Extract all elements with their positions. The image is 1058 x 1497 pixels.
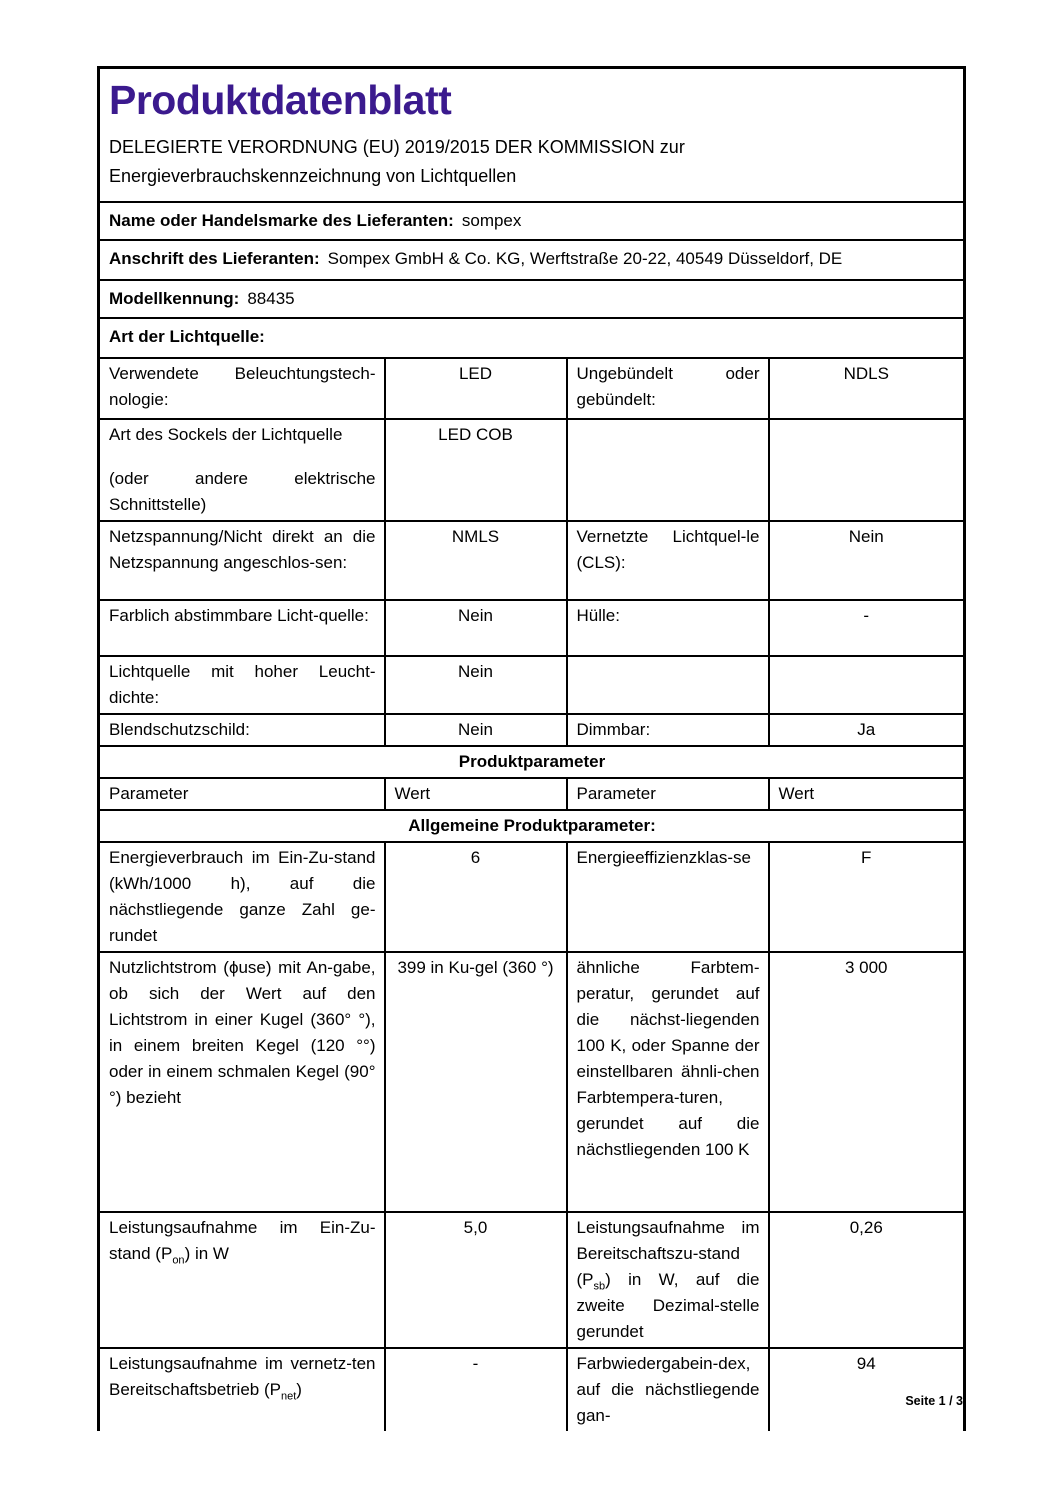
- socket-line-2: (oder andere elektrische Schnittstelle): [109, 469, 376, 514]
- spec-row-glare-shield: [99, 714, 965, 746]
- param-row-power-on-state: [99, 1212, 965, 1348]
- datasheet-table: [97, 66, 966, 1431]
- param-text: ) in W: [184, 1244, 229, 1263]
- value-cell: 94: [769, 1348, 965, 1431]
- param-text: Leistungsaufnahme im Bereitschaftszu-stand (P: [576, 1218, 760, 1289]
- spec-value-cell: [769, 656, 965, 714]
- param-text: ) in W, auf die zweite Dezimal-stelle gerundet: [576, 1270, 760, 1341]
- param-cell: Energieverbrauch im Ein-Zu-stand (kWh/1000 h), auf die nächstliegende ganze Zahl ge-rundet: [99, 842, 385, 952]
- spec-value-cell: Nein: [385, 600, 567, 656]
- regulation-text: DELEGIERTE VERORDNUNG (EU) 2019/2015 DER KOMMISSION zur Energieverbrauchskennzeichnung von Lichtquellen: [109, 137, 685, 186]
- value-cell: 6: [385, 842, 567, 952]
- param-cell: ähnliche Farbtem-peratur, gerundet auf die nächst-liegenden 100 K, oder Spanne der einstellbaren ähnli-chen Farbtempera-turen, gerundet auf die nächstliegenden 100 K: [567, 952, 769, 1212]
- param-text: Leistungsaufnahme im vernetz-ten Bereitschaftsbetrieb (P: [109, 1354, 376, 1399]
- subscript: net: [280, 1390, 297, 1403]
- spec-row-colour-tunable: [99, 600, 965, 656]
- supplier-address-label: Anschrift des Lieferanten:: [109, 249, 320, 268]
- title-row: [99, 68, 965, 203]
- value-cell: 3 000: [769, 952, 965, 1212]
- value-cell: -: [385, 1348, 567, 1431]
- subscript: sb: [593, 1280, 606, 1293]
- spec-param-cell: [99, 419, 385, 521]
- supplier-address-cell: [99, 240, 965, 280]
- section-title-allgemeine: Allgemeine Produktparameter:: [99, 810, 965, 842]
- value-cell: 0,26: [769, 1212, 965, 1348]
- spec-param-cell: Hülle:: [567, 600, 769, 656]
- spec-param-cell: [567, 419, 769, 521]
- value-cell: F: [769, 842, 965, 952]
- info-row-model-id: [99, 280, 965, 318]
- value-cell: 5,0: [385, 1212, 567, 1348]
- spec-value-cell: Nein: [385, 656, 567, 714]
- spec-row-socket: [99, 419, 965, 521]
- spec-param-cell: [567, 656, 769, 714]
- spec-value-cell: Ja: [769, 714, 965, 746]
- spec-value-cell: Nein: [769, 521, 965, 600]
- param-row-useful-luminous-flux: [99, 952, 965, 1212]
- info-row-supplier-name: [99, 202, 965, 240]
- param-row-networked-standby: [99, 1348, 965, 1431]
- spec-row-mains-voltage: [99, 521, 965, 600]
- model-id-label: Modellkennung:: [109, 289, 240, 308]
- spec-param-cell: Netzspannung/Nicht direkt an die Netzspannung angeschlos-sen:: [99, 521, 385, 600]
- socket-line-1: Art des Sockels der Lichtquelle: [109, 425, 343, 444]
- light-source-type-cell: [99, 318, 965, 358]
- subscript: on: [172, 1254, 185, 1267]
- param-cell: [99, 1212, 385, 1348]
- param-header-row: [99, 778, 965, 810]
- param-row-energy-consumption: [99, 842, 965, 952]
- param-cell: [99, 1348, 385, 1431]
- spec-row-high-luminance: [99, 656, 965, 714]
- spec-row-technology: [99, 358, 965, 419]
- page-number: Seite 1 / 3: [905, 1394, 963, 1408]
- page-title: Produktdatenblatt: [109, 77, 452, 123]
- param-header-cell: Wert: [769, 778, 965, 810]
- spec-value-cell: -: [769, 600, 965, 656]
- spec-value-cell: Nein: [385, 714, 567, 746]
- spec-param-cell: Ungebündelt oder gebündelt:: [567, 358, 769, 419]
- param-cell: Farbwiedergabein-dex, auf die nächstliegende gan-: [567, 1348, 769, 1431]
- model-id-value: 88435: [247, 289, 295, 308]
- section-row-allgemeine: [99, 810, 965, 842]
- light-source-type-label: Art der Lichtquelle:: [109, 327, 265, 346]
- spec-param-cell: Verwendete Beleuchtungstech-nologie:: [99, 358, 385, 419]
- product-datasheet: [97, 66, 963, 1431]
- spec-value-cell: NMLS: [385, 521, 567, 600]
- spec-value-cell: [769, 419, 965, 521]
- param-header-cell: Parameter: [99, 778, 385, 810]
- param-text: ): [296, 1380, 302, 1399]
- spec-param-cell: Dimmbar:: [567, 714, 769, 746]
- supplier-name-label: Name oder Handelsmarke des Lieferanten:: [109, 211, 454, 230]
- model-id-cell: [99, 280, 965, 318]
- supplier-name-cell: [99, 202, 965, 240]
- param-cell: [567, 1212, 769, 1348]
- param-header-cell: Parameter: [567, 778, 769, 810]
- spec-param-cell: Farblich abstimmbare Licht-quelle:: [99, 600, 385, 656]
- spec-value-cell: LED COB: [385, 419, 567, 521]
- info-row-supplier-address: [99, 240, 965, 280]
- spec-value-cell: NDLS: [769, 358, 965, 419]
- supplier-name-value: sompex: [461, 211, 522, 230]
- param-header-cell: Wert: [385, 778, 567, 810]
- spec-param-cell: Lichtquelle mit hoher Leucht-dichte:: [99, 656, 385, 714]
- section-row-produktparameter: [99, 746, 965, 778]
- spec-param-cell: Blendschutzschild:: [99, 714, 385, 746]
- spec-param-cell: Vernetzte Lichtquel-le (CLS):: [567, 521, 769, 600]
- param-cell: Nutzlichtstrom (ϕuse) mit An-gabe, ob sich der Wert auf den Lichtstrom in einer Kugel (360° °), in einem breiten Kegel (120 °°) oder in einem schmalen Kegel (90° °) bezieht: [99, 952, 385, 1212]
- param-text: Leistungsaufnahme im Ein-Zu-stand (P: [109, 1218, 376, 1263]
- param-cell: Energieeffizienzklas-se: [567, 842, 769, 952]
- supplier-address-value: Sompex GmbH & Co. KG, Werftstraße 20-22, 40549 Düsseldorf, DE: [327, 249, 843, 268]
- spec-value-cell: LED: [385, 358, 567, 419]
- section-title-produktparameter: Produktparameter: [99, 746, 965, 778]
- info-row-light-source-type: [99, 318, 965, 358]
- title-cell: [99, 68, 965, 203]
- value-cell: 399 in Ku-gel (360 °): [385, 952, 567, 1212]
